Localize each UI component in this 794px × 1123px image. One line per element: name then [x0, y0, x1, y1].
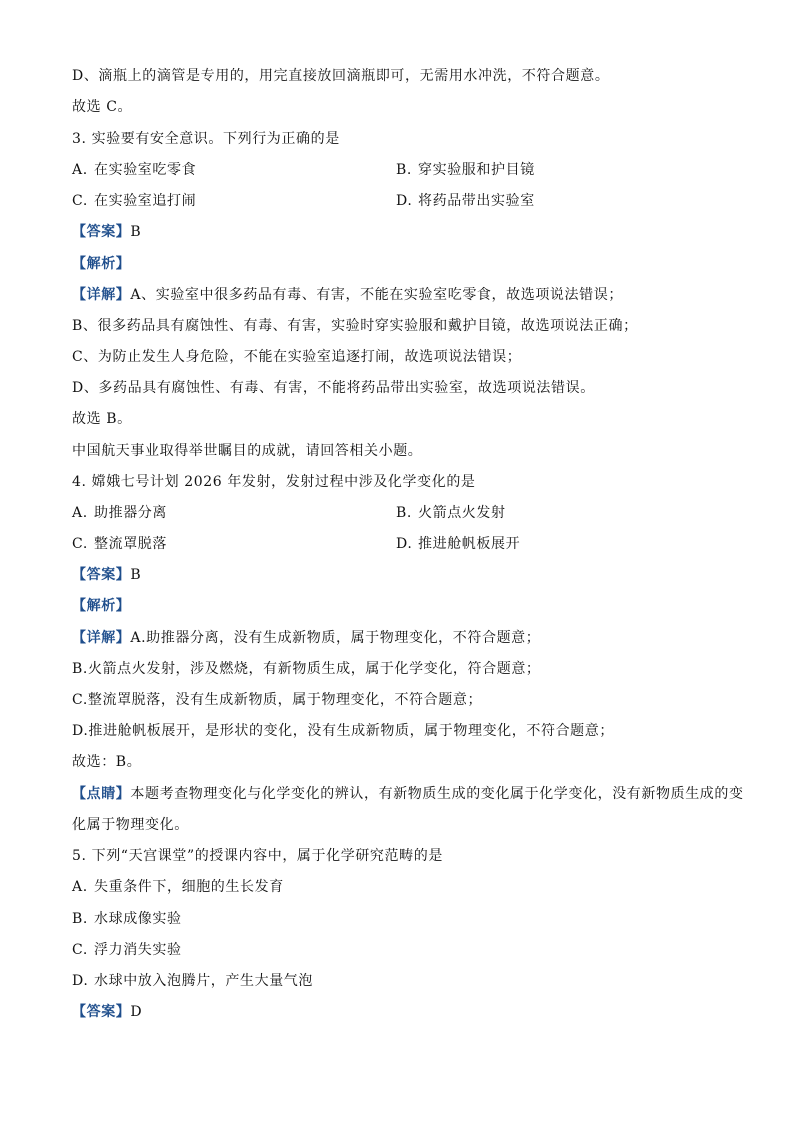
q4-option-d: D. 推进舱帆板展开 — [396, 536, 521, 552]
q4-option-c: C. 整流罩脱落 — [72, 536, 167, 552]
q3-answer: 【答案】B — [72, 224, 142, 240]
q3-detail-a: 【详解】A、实验室中很多药品有毒、有害，不能在实验室吃零食，故选项说法错误； — [72, 287, 623, 303]
q5-answer: 【答案】D — [72, 1004, 143, 1020]
q5-option-b: B. 水球成像实验 — [72, 911, 182, 927]
q4-detail-a: 【详解】A.助推器分离，没有生成新物质，属于物理变化，不符合题意； — [72, 630, 541, 646]
q4-detail-b: B.火箭点火发射，涉及燃烧，有新物质生成，属于化学变化，符合题意； — [72, 661, 541, 677]
q4-point-line-1: 【点睛】本题考查物理变化与化学变化的辨认，有新物质生成的变化属于化学变化，没有新物质生成的变 — [72, 786, 744, 802]
q4-point-line-2: 化属于物理变化。 — [72, 817, 189, 833]
q3-conclusion: 故选 B。 — [72, 411, 132, 427]
prev-conclusion: 故选 C。 — [72, 99, 133, 115]
q3-option-a: A. 在实验室吃零食 — [72, 162, 197, 178]
q4-option-a: A. 助推器分离 — [72, 505, 167, 521]
q3-option-b: B. 穿实验服和护目镜 — [396, 162, 535, 178]
q3-option-c: C. 在实验室追打闹 — [72, 193, 197, 209]
q5-stem: 5. 下列“天宫课堂”的授课内容中，属于化学研究范畴的是 — [72, 848, 443, 864]
q5-option-d: D. 水球中放入泡腾片，产生大量气泡 — [72, 973, 313, 989]
q4-answer: 【答案】B — [72, 567, 142, 583]
q5-option-a: A. 失重条件下，细胞的生长发育 — [72, 879, 284, 895]
q4-stem: 4. 嫦娥七号计划 2026 年发射，发射过程中涉及化学变化的是 — [72, 474, 476, 490]
q4-option-b: B. 火箭点火发射 — [396, 505, 506, 521]
q5-option-c: C. 浮力消失实验 — [72, 942, 182, 958]
q4-analysis-heading: 【解析】 — [72, 598, 131, 614]
q3-detail-c: C、为防止发生人身危险，不能在实验室追逐打闹，故选项说法错误； — [72, 349, 522, 365]
q3-detail-b: B、很多药品具有腐蚀性、有毒、有害，实验时穿实验服和戴护目镜，故选项说法正确； — [72, 318, 638, 334]
q3-option-d: D. 将药品带出实验室 — [396, 193, 535, 209]
q3-stem: 3. 实验要有安全意识。下列行为正确的是 — [72, 131, 340, 147]
q3-detail-d: D、多药品具有腐蚀性、有毒、有害，不能将药品带出实验室，故选项说法错误。 — [72, 380, 595, 396]
q3-analysis-heading: 【解析】 — [72, 256, 131, 272]
q4-conclusion: 故选：B。 — [72, 754, 142, 770]
q4-detail-d: D.推进舱帆板展开，是形状的变化，没有生成新物质，属于物理变化，不符合题意； — [72, 723, 614, 739]
q4-detail-c: C.整流罩脱落，没有生成新物质，属于物理变化，不符合题意； — [72, 692, 483, 708]
section-intro: 中国航天事业取得举世瞩目的成就，请回答相关小题。 — [72, 443, 423, 459]
prev-option-d-explanation: D、滴瓶上的滴管是专用的，用完直接放回滴瓶即可，无需用水冲洗，不符合题意。 — [72, 68, 610, 84]
